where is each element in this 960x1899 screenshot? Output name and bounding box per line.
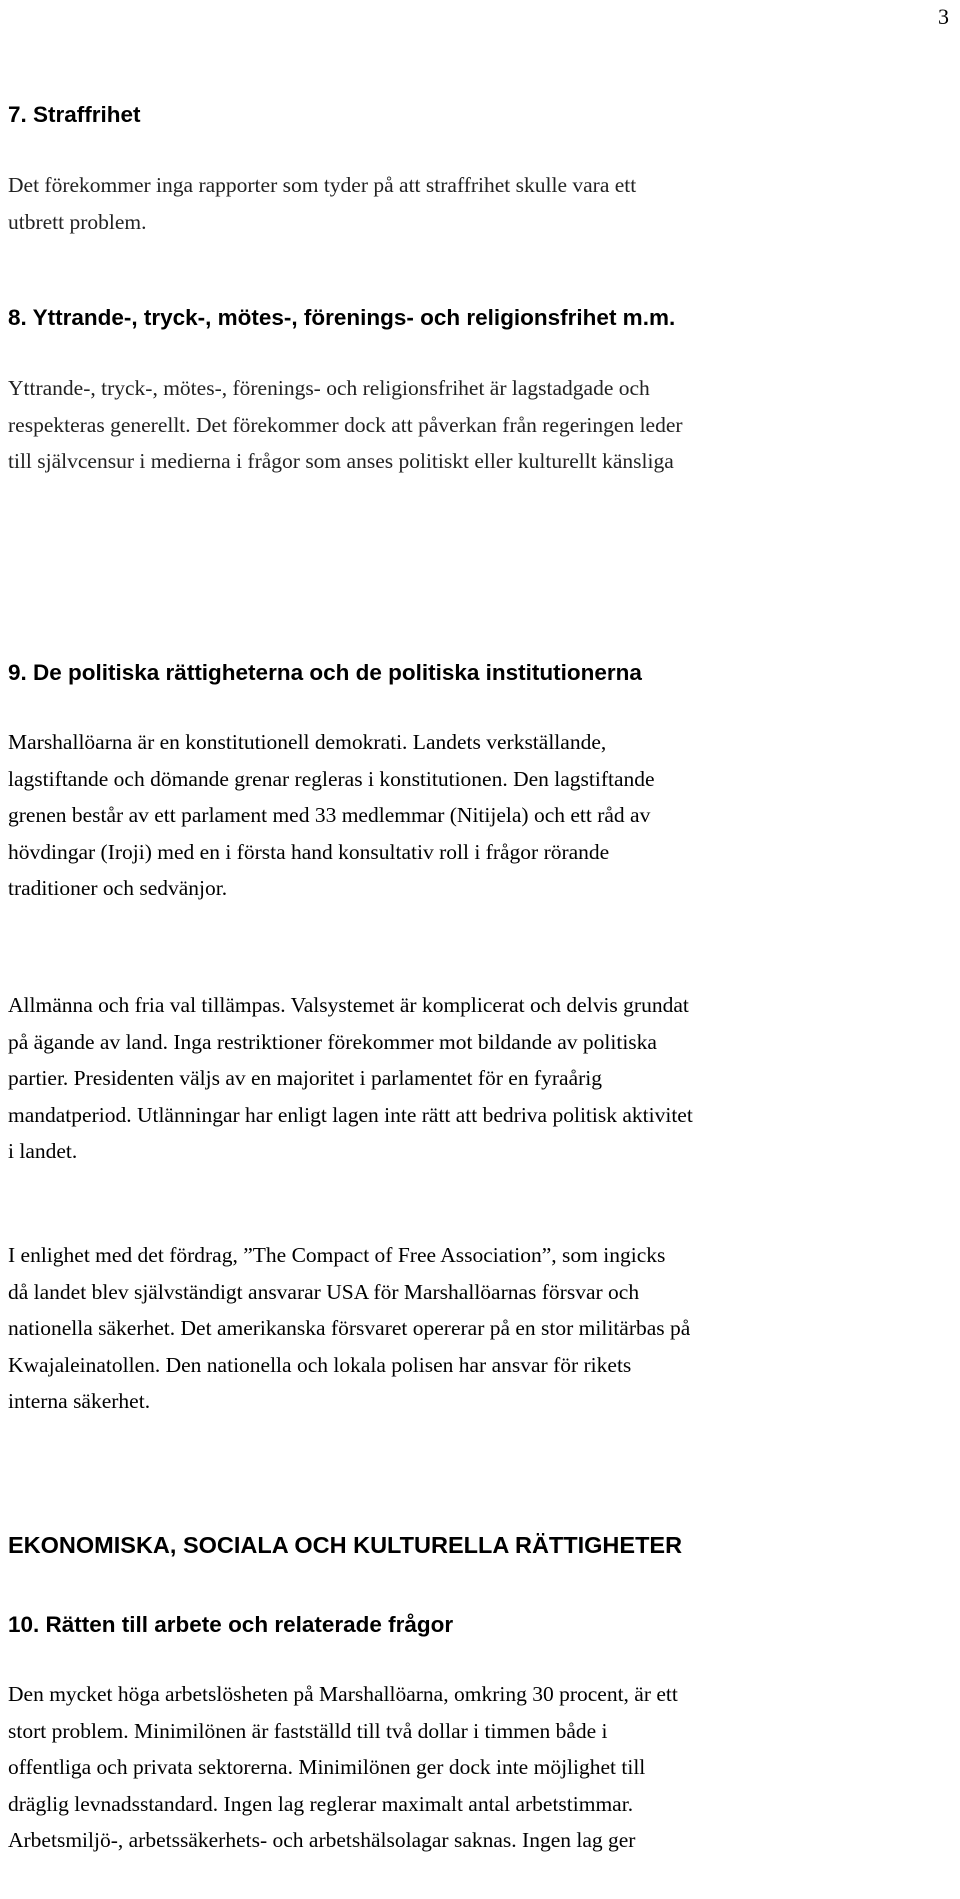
heading-section-9: 9. De politiska rättigheterna och de politiska institutionerna	[8, 660, 642, 685]
text-line: respekteras generellt. Det förekommer dock att påverkan från regeringen leder	[8, 412, 683, 437]
text-line: Arbetsmiljö-, arbetssäkerhets- och arbetshälsolagar saknas. Ingen lag ger	[8, 1828, 636, 1852]
text-line: lagstiftande och dömande grenar regleras i konstitutionen. Den lagstiftande	[8, 766, 655, 791]
heading-section-8: 8. Yttrande-, tryck-, mötes-, förenings- och religionsfrihet m.m.	[8, 305, 676, 330]
text-line: Den mycket höga arbetslösheten på Marshallöarna, omkring 30 procent, är ett	[8, 1682, 678, 1706]
text-line: I enlighet med det fördrag, ”The Compact of Free Association”, som ingicks	[8, 1243, 666, 1267]
text-line: Det förekommer inga rapporter som tyder på att straffrihet skulle vara ett	[8, 173, 637, 197]
text-line: nationella säkerhet. Det amerikanska försvaret opererar på en stor militärbas på	[8, 1316, 691, 1340]
text-line: Marshallöarna är en konstitutionell demokrati. Landets verkställande,	[8, 730, 607, 754]
heading-section-7: 7. Straffrihet	[8, 102, 141, 127]
paragraph-section-7	[8, 167, 636, 240]
page-number: 3	[938, 4, 949, 29]
text-line: partier. Presidenten väljs av en majoritet i parlamentet för en fyraårig	[8, 1066, 603, 1090]
text-line: mandatperiod. Utlänningar har enligt lagen inte rätt att bedriva politisk aktivitet	[8, 1102, 693, 1127]
text-line: i landet.	[8, 1139, 78, 1163]
text-line: traditioner och sedvänjor.	[8, 876, 228, 900]
part-heading: EKONOMISKA, SOCIALA OCH KULTURELLA RÄTTIGHETER	[8, 1532, 683, 1558]
text-line: Yttrande-, tryck-, mötes-, förenings- och religionsfrihet är lagstadgade och	[8, 376, 650, 400]
paragraph-section-9-2	[8, 987, 693, 1170]
text-line: till självcensur i medierna i frågor som anses politiskt eller kulturellt känsliga	[8, 449, 674, 473]
text-line: stort problem. Minimilönen är fastställd till två dollar i timmen både i	[8, 1718, 608, 1743]
text-line: då landet blev självständigt ansvarar USA för Marshallöarnas försvar och	[8, 1279, 640, 1304]
text-line: grenen består av ett parlament med 33 medlemmar (Nitijela) och ett råd av	[8, 803, 651, 827]
paragraph-section-9-1	[8, 724, 655, 907]
text-line: Kwajaleinatollen. Den nationella och lokala polisen har ansvar för rikets	[8, 1352, 632, 1377]
heading-section-10: 10. Rätten till arbete och relaterade frågor	[8, 1612, 454, 1637]
text-line: dräglig levnadsstandard. Ingen lag reglerar maximalt antal arbetstimmar.	[8, 1791, 634, 1816]
text-line: hövdingar (Iroji) med en i första hand konsultativ roll i frågor rörande	[8, 839, 610, 864]
text-line: offentliga och privata sektorerna. Minimilönen ger dock inte möjlighet till	[8, 1755, 646, 1779]
text-line: interna säkerhet.	[8, 1389, 151, 1413]
paragraph-section-10	[8, 1676, 678, 1859]
paragraph-section-8	[8, 370, 683, 480]
text-line: Allmänna och fria val tillämpas. Valsystemet är komplicerat och delvis grundat	[8, 993, 689, 1017]
text-line: utbrett problem.	[8, 209, 147, 234]
paragraph-section-9-3	[8, 1237, 690, 1420]
text-line: på ägande av land. Inga restriktioner förekommer mot bildande av politiska	[8, 1029, 657, 1054]
